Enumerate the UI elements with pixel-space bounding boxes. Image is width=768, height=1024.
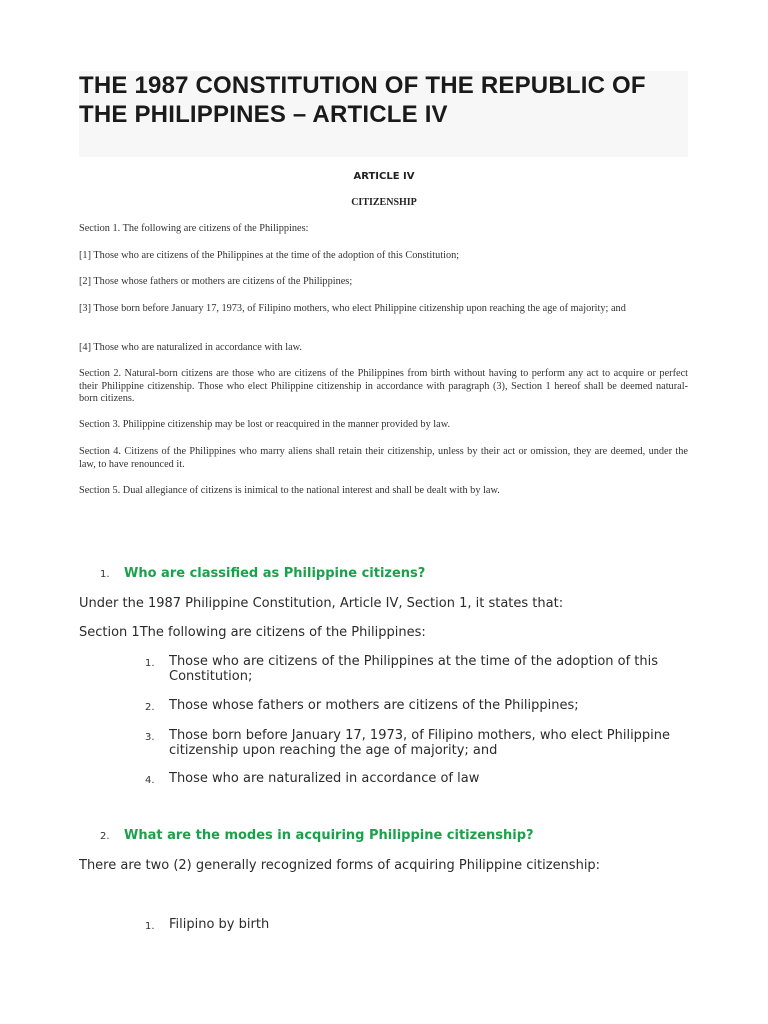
question-1-item-4 [145, 771, 705, 788]
list-text: Filipino by birth [169, 917, 270, 932]
section-1-item-2: [2] Those whose fathers or mothers are citizens of the Philippines; [79, 276, 353, 287]
citizenship-heading: CITIZENSHIP [351, 197, 417, 208]
question-1-item-3 [145, 728, 705, 758]
section-2-paragraph: Section 2. Natural-born citizens are those who are citizens of the Philippines from birth without having to perform any act to acquire or perfect their Philippine citizenship. Those who elect Philippine citizenship in accordance with paragraph (3), Section 1 hereof shall be deemed natural-born citizens. [79, 368, 688, 404]
list-number: 3. [145, 732, 155, 743]
list-text: Those born before January 17, 1973, of Filipino mothers, who elect Philippine citizenship upon reaching the age of majority; and [169, 728, 671, 758]
section-1-item-4: [4] Those who are naturalized in accordance with law. [79, 342, 303, 353]
question-2 [100, 828, 534, 843]
question-2-item-1 [145, 917, 705, 934]
question-1-intro: Under the 1987 Philippine Constitution, Article IV, Section 1, it states that: [79, 596, 564, 611]
list-number: 1. [145, 921, 155, 932]
question-2-text: What are the modes in acquiring Philippine citizenship? [124, 828, 534, 843]
question-1-number: 1. [100, 569, 110, 580]
question-2-number: 2. [100, 831, 110, 842]
section-5-paragraph: Section 5. Dual allegiance of citizens is inimical to the national interest and shall be dealt with by law. [79, 485, 500, 496]
section-1-item-3: [3] Those born before January 17, 1973, of Filipino mothers, who elect Philippine citizenship upon reaching the age of majority; and [79, 303, 626, 314]
section-3-paragraph: Section 3. Philippine citizenship may be lost or reacquired in the manner provided by law. [79, 419, 451, 430]
list-number: 4. [145, 775, 155, 786]
question-2-intro: There are two (2) generally recognized forms of acquiring Philippine citizenship: [79, 858, 601, 873]
document-title: THE 1987 CONSTITUTION OF THE REPUBLIC OF THE PHILIPPINES – ARTICLE IV [79, 72, 646, 128]
question-1-section-line: Section 1The following are citizens of the Philippines: [79, 625, 426, 640]
section-4-paragraph: Section 4. Citizens of the Philippines who marry aliens shall retain their citizenship, unless by their act or omission, they are deemed, under the law, to have renounced it. [79, 446, 688, 470]
list-number: 1. [145, 658, 155, 669]
question-1-item-1 [145, 654, 705, 684]
list-text: Those who are citizens of the Philippines at the time of the adoption of this Constitution; [169, 654, 659, 684]
list-number: 2. [145, 702, 155, 713]
question-1 [100, 566, 425, 581]
list-text: Those who are naturalized in accordance of law [169, 771, 480, 786]
list-text: Those whose fathers or mothers are citizens of the Philippines; [169, 698, 579, 713]
question-1-item-2 [145, 698, 705, 715]
question-1-text: Who are classified as Philippine citizens? [124, 566, 426, 581]
section-1-item-1: [1] Those who are citizens of the Philippines at the time of the adoption of this Constitution; [79, 250, 460, 261]
article-heading: ARTICLE IV [353, 171, 415, 182]
section-1-intro: Section 1. The following are citizens of the Philippines: [79, 223, 309, 234]
title-block [79, 71, 688, 157]
